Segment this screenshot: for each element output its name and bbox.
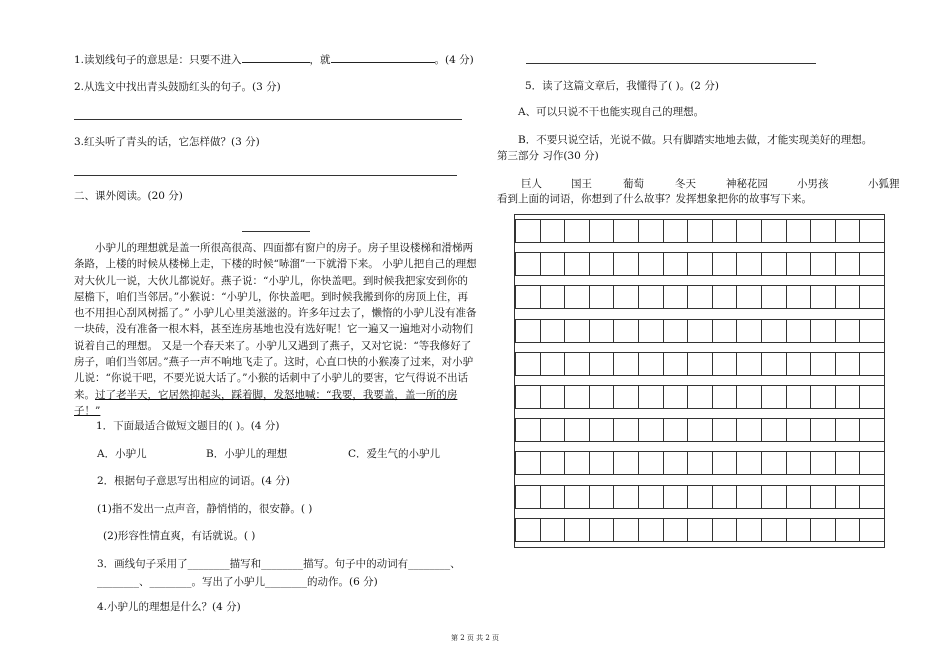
grid-cell[interactable] <box>810 385 836 409</box>
grid-cell[interactable] <box>835 418 861 442</box>
grid-cell[interactable] <box>835 352 861 376</box>
grid-cell[interactable] <box>564 418 590 442</box>
grid-cell[interactable] <box>835 485 861 509</box>
grid-cell[interactable] <box>613 418 639 442</box>
grid-cell[interactable] <box>589 352 615 376</box>
grid-cell[interactable] <box>613 285 639 309</box>
grid-cell[interactable] <box>515 385 541 409</box>
grid-cell[interactable] <box>736 285 762 309</box>
grid-cell[interactable] <box>761 451 787 475</box>
q1-text-c: 。(4 分) <box>434 54 474 66</box>
grid-cell[interactable] <box>515 319 541 343</box>
grid-cell[interactable] <box>712 319 738 343</box>
grid-cell[interactable] <box>810 219 836 243</box>
grid-cell[interactable] <box>564 219 590 243</box>
grid-cell[interactable] <box>736 219 762 243</box>
grid-cell[interactable] <box>638 485 664 509</box>
grid-cell[interactable] <box>638 352 664 376</box>
grid-cell[interactable] <box>613 518 639 542</box>
question-3: 3.红头听了青头的话，它怎样做？(3 分) <box>74 136 260 148</box>
word-6: 小男孩 <box>797 178 829 190</box>
grid-cell[interactable] <box>712 285 738 309</box>
grid-cell[interactable] <box>736 485 762 509</box>
grid-cell[interactable] <box>638 518 664 542</box>
grid-cell[interactable] <box>859 385 885 409</box>
reading-passage <box>74 240 478 419</box>
grid-cell[interactable] <box>589 518 615 542</box>
grid-cell[interactable] <box>687 385 713 409</box>
q4-answer-line[interactable] <box>526 63 816 64</box>
grid-cell[interactable] <box>564 485 590 509</box>
grid-cell[interactable] <box>687 285 713 309</box>
q2-answer-line[interactable] <box>74 119 462 120</box>
grid-cell[interactable] <box>761 518 787 542</box>
p1-option-c[interactable]: C．爱生气的小驴儿 <box>348 448 441 460</box>
grid-cell[interactable] <box>663 385 689 409</box>
grid-cell[interactable] <box>712 352 738 376</box>
word-4: 冬天 <box>675 178 696 190</box>
grid-cell[interactable] <box>835 285 861 309</box>
grid-cell[interactable] <box>663 485 689 509</box>
grid-cell[interactable] <box>638 252 664 276</box>
grid-cell[interactable] <box>761 252 787 276</box>
grid-cell[interactable] <box>564 285 590 309</box>
passage-question-5: 5．读了这篇文章后，我懂得了( )。(2 分) <box>525 80 719 92</box>
grid-cell[interactable] <box>736 385 762 409</box>
p1-option-a[interactable]: A．小驴儿 <box>97 448 147 460</box>
grid-cell[interactable] <box>687 252 713 276</box>
grid-cell[interactable] <box>761 352 787 376</box>
grid-cell[interactable] <box>663 352 689 376</box>
grid-cell[interactable] <box>613 319 639 343</box>
question-1 <box>74 51 474 68</box>
grid-cell[interactable] <box>835 385 861 409</box>
p5-option-b[interactable]: B．不要只说空话，光说不做。只有脚踏实地地去做，才能实现美好的理想。 <box>518 134 873 146</box>
grid-cell[interactable] <box>712 385 738 409</box>
q1-blank-1[interactable] <box>242 51 310 63</box>
grid-cell[interactable] <box>835 252 861 276</box>
q1-text-b: ，就 <box>309 54 331 66</box>
grid-cell[interactable] <box>663 319 689 343</box>
grid-cell[interactable] <box>786 485 812 509</box>
grid-cell[interactable] <box>810 418 836 442</box>
composition-prompt: 看到上面的词语，你想到了什么故事？发挥想象把你的故事写下来。 <box>497 193 812 205</box>
grid-cell[interactable] <box>761 485 787 509</box>
grid-cell[interactable] <box>859 252 885 276</box>
grid-cell[interactable] <box>859 485 885 509</box>
section-3-heading: 第三部分 习作(30 分) <box>497 150 599 162</box>
grid-cell[interactable] <box>786 451 812 475</box>
grid-cell[interactable] <box>736 319 762 343</box>
grid-cell[interactable] <box>540 252 566 276</box>
composition-grid[interactable] <box>514 214 885 548</box>
grid-cell[interactable] <box>540 219 566 243</box>
grid-cell[interactable] <box>736 352 762 376</box>
grid-cell[interactable] <box>564 252 590 276</box>
grid-cell[interactable] <box>564 385 590 409</box>
grid-cell[interactable] <box>835 219 861 243</box>
grid-cell[interactable] <box>687 418 713 442</box>
p1-option-b[interactable]: B．小驴儿的理想 <box>206 448 288 460</box>
grid-cell[interactable] <box>761 418 787 442</box>
grid-cell[interactable] <box>589 418 615 442</box>
grid-cell[interactable] <box>638 219 664 243</box>
grid-cell[interactable] <box>687 319 713 343</box>
passage-question-2: 2．根据句子意思写出相应的词语。(4 分) <box>97 475 290 487</box>
grid-cell[interactable] <box>613 451 639 475</box>
grid-cell[interactable] <box>638 418 664 442</box>
grid-cell[interactable] <box>515 518 541 542</box>
word-7: 小狐狸 <box>868 178 900 190</box>
grid-cell[interactable] <box>540 319 566 343</box>
p2-item-2: (2)形容性情直爽，有话就说。( ) <box>103 530 256 542</box>
grid-cell[interactable] <box>786 319 812 343</box>
grid-cell[interactable] <box>515 352 541 376</box>
grid-cell[interactable] <box>638 385 664 409</box>
grid-cell[interactable] <box>515 485 541 509</box>
p2-item-1: (1)指不发出一点声音，静悄悄的，很安静。( ) <box>97 503 313 515</box>
grid-cell[interactable] <box>687 451 713 475</box>
grid-cell[interactable] <box>540 285 566 309</box>
grid-cell[interactable] <box>859 451 885 475</box>
grid-cell[interactable] <box>663 219 689 243</box>
grid-cell[interactable] <box>613 219 639 243</box>
grid-cell[interactable] <box>810 518 836 542</box>
grid-cell[interactable] <box>687 352 713 376</box>
grid-cell[interactable] <box>515 219 541 243</box>
passage-underlined-sentence: 过了老半天，它居然抑起头，踩着脚，发怒地喊：“我要，我要盖，盖一所的房子！” <box>74 388 458 417</box>
grid-cell[interactable] <box>638 451 664 475</box>
grid-cell[interactable] <box>786 418 812 442</box>
grid-cell[interactable] <box>736 418 762 442</box>
grid-cell[interactable] <box>736 252 762 276</box>
grid-cell[interactable] <box>712 252 738 276</box>
grid-cell[interactable] <box>540 451 566 475</box>
word-3: 葡萄 <box>623 178 644 190</box>
grid-cell[interactable] <box>613 485 639 509</box>
grid-cell[interactable] <box>761 285 787 309</box>
grid-cell[interactable] <box>663 285 689 309</box>
word-5: 神秘花园 <box>726 178 768 190</box>
grid-cell[interactable] <box>761 385 787 409</box>
grid-cell[interactable] <box>589 385 615 409</box>
grid-cell[interactable] <box>835 451 861 475</box>
grid-cell[interactable] <box>589 451 615 475</box>
grid-cell[interactable] <box>859 418 885 442</box>
grid-cell[interactable] <box>663 451 689 475</box>
grid-cell[interactable] <box>589 252 615 276</box>
grid-cell[interactable] <box>810 485 836 509</box>
grid-cell[interactable] <box>564 518 590 542</box>
page-footer: 第 2 页 共 2 页 <box>450 634 500 642</box>
grid-cell[interactable] <box>712 451 738 475</box>
grid-cell[interactable] <box>712 418 738 442</box>
grid-cell[interactable] <box>786 518 812 542</box>
grid-cell[interactable] <box>786 385 812 409</box>
grid-cell[interactable] <box>663 252 689 276</box>
grid-cell[interactable] <box>736 518 762 542</box>
grid-cell[interactable] <box>835 518 861 542</box>
grid-cell[interactable] <box>515 285 541 309</box>
grid-cell[interactable] <box>589 285 615 309</box>
passage-question-1: 1．下面最适合做短文题目的( )。(4 分) <box>96 420 280 432</box>
grid-cell[interactable] <box>810 319 836 343</box>
grid-cell[interactable] <box>540 485 566 509</box>
grid-cell[interactable] <box>564 451 590 475</box>
grid-cell[interactable] <box>786 352 812 376</box>
grid-cell[interactable] <box>540 518 566 542</box>
grid-cell[interactable] <box>687 518 713 542</box>
grid-cell[interactable] <box>589 219 615 243</box>
grid-cell[interactable] <box>835 319 861 343</box>
grid-cell[interactable] <box>663 418 689 442</box>
word-1: 巨人 <box>521 178 542 190</box>
grid-cell[interactable] <box>540 418 566 442</box>
question-2: 2.从选文中找出青头鼓励红头的句子。(3 分) <box>74 81 281 93</box>
grid-cell[interactable] <box>613 352 639 376</box>
grid-cell[interactable] <box>712 518 738 542</box>
p5-option-a[interactable]: A、可以只说不干也能实现自己的理想。 <box>518 106 705 118</box>
grid-cell[interactable] <box>712 485 738 509</box>
grid-cell[interactable] <box>687 219 713 243</box>
grid-cell[interactable] <box>786 219 812 243</box>
passage-text: 小驴儿的理想就是盖一所很高很高、四面都有窗户的房子。房子里设楼梯和滑梯两条路，上楼的时候从楼梯上走，下楼的时候“哧溜”一下就滑下来。 小驴儿把自己的理想对大伙儿一说，大伙儿都说好。燕子说：“小驴儿，你快盖吧。到时候我把家安到你的屋檐下，咱们当邻居。”小猴说：“小驴儿，你快盖吧。到时候我搬到你的房顶上住，再也不用担心刮风树摇了。” 小驴儿心里美滋滋的。许多年过去了，懒惰的小驴儿没有准备一块砖，没有准备一根木料，甚至连房基地也没有选好呢！它一遍又一遍地对小动物们说着自己的理想。 又是一个春天来了。小驴儿又遇到了燕子，又对它说：“等我修好了房子，咱们当邻居。”燕子一声不响地飞走了。这时，心直口快的小猴凑了过来，对小驴儿说：“你说干吧，不要光说大话了。”小猴的话刺中了小驴儿的要害，它气得说不出话来。 <box>74 242 477 401</box>
grid-cell[interactable] <box>761 319 787 343</box>
grid-cell[interactable] <box>859 518 885 542</box>
grid-cell[interactable] <box>613 252 639 276</box>
q3-answer-line[interactable] <box>74 175 457 176</box>
word-2: 国王 <box>571 178 592 190</box>
grid-cell[interactable] <box>564 352 590 376</box>
grid-cell[interactable] <box>515 418 541 442</box>
grid-cell[interactable] <box>613 385 639 409</box>
grid-cell[interactable] <box>515 252 541 276</box>
grid-cell[interactable] <box>810 451 836 475</box>
grid-cell[interactable] <box>589 319 615 343</box>
grid-cell[interactable] <box>540 352 566 376</box>
section-2-heading: 二、课外阅读。(20 分) <box>74 190 183 202</box>
grid-cell[interactable] <box>810 352 836 376</box>
passage-question-3-line2: ________、________。写出了小驴儿________的动作。(6 分) <box>97 576 378 588</box>
grid-cell[interactable] <box>638 319 664 343</box>
q1-text-a: 1.读划线句子的意思是：只要不进入 <box>74 54 242 66</box>
grid-cell[interactable] <box>810 252 836 276</box>
grid-cell[interactable] <box>589 485 615 509</box>
grid-cell[interactable] <box>859 219 885 243</box>
grid-cell[interactable] <box>638 285 664 309</box>
passage-question-3-line1: 3．画线句子采用了________描写和________描写。句子中的动词有________、 <box>97 558 461 570</box>
grid-cell[interactable] <box>859 319 885 343</box>
grid-cell[interactable] <box>687 485 713 509</box>
grid-cell[interactable] <box>761 219 787 243</box>
grid-cell[interactable] <box>540 385 566 409</box>
q1-blank-2[interactable] <box>331 51 435 63</box>
grid-cell[interactable] <box>810 285 836 309</box>
grid-cell[interactable] <box>564 319 590 343</box>
grid-cell[interactable] <box>859 352 885 376</box>
grid-cell[interactable] <box>859 285 885 309</box>
grid-cell[interactable] <box>663 518 689 542</box>
grid-cell[interactable] <box>786 252 812 276</box>
grid-cell[interactable] <box>786 285 812 309</box>
passage-title-blank[interactable] <box>242 231 310 232</box>
grid-cell[interactable] <box>736 451 762 475</box>
grid-cell[interactable] <box>712 219 738 243</box>
passage-question-4: 4.小驴儿的理想是什么？(4 分) <box>97 601 241 613</box>
grid-cell[interactable] <box>515 451 541 475</box>
